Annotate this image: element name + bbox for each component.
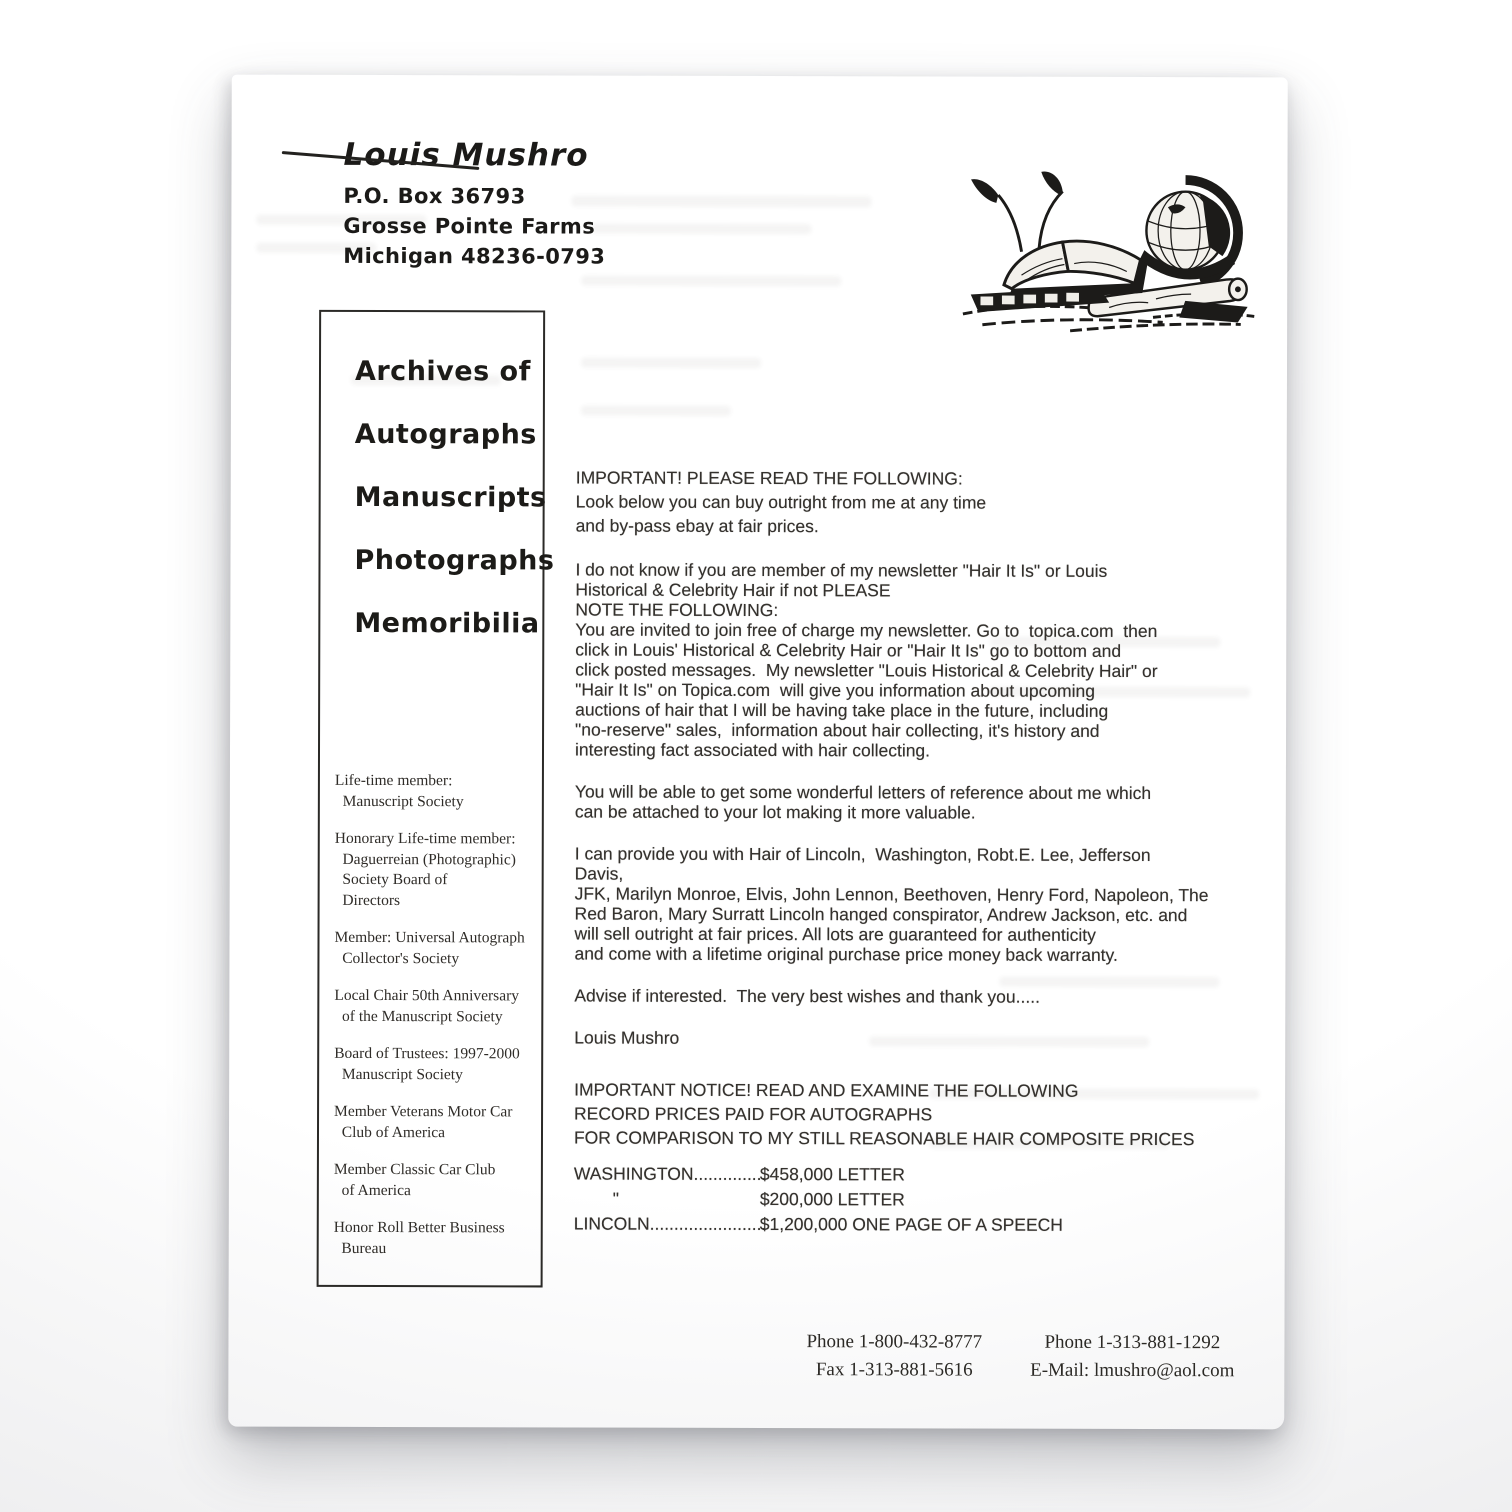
membership-item: Local Chair 50th Anniversary of the Manuscript Society [334,986,520,1025]
price-value: $1,200,000 ONE PAGE OF A SPEECH [759,1214,1063,1235]
price-row [574,1162,1214,1189]
letter-page [228,75,1288,1430]
letterhead-name: Louis Mushro [343,136,589,174]
category-item: Archives of [354,355,531,388]
body-paragraph: IMPORTANT! PLEASE READ THE FOLLOWING: Look below you can buy outright from me at any time and by-pass ebay at fair prices. [575,467,987,537]
sidebar-box [317,310,555,1288]
body-paragraph: I can provide you with Hair of Lincoln, Washington, Robt.E. Lee, Jefferson Davis, JFK, Marilyn Monroe, Elvis, John Lennon, Beethoven, Henry Ford, Napoleon, The Red Baron, Mary Surratt Lincoln hanged conspirator, Andrew Jackson, etc. and will sell outright at fair prices. All lots are guaranteed for authenticity and come with a lifetime original purchase price money back warranty. [574,843,1209,965]
membership-item: Life-time member: Manuscript Society [334,771,464,810]
category-item: Memoribilia [354,607,540,640]
contact-footer [806,1328,1234,1385]
globe-book-quill-illustration [953,169,1265,338]
body-paragraph: You will be able to get some wonderful letters of reference about me which can be attached to your lot making it more valuable. [574,781,1152,823]
archive-categories [354,340,555,656]
signature-name: Louis Mushro [574,1027,680,1048]
record-prices-table [574,1162,1214,1239]
price-name: WASHINGTON............... [573,1163,767,1185]
membership-item: Member: Universal Autograph Collector's Society [334,928,525,967]
body-paragraph: I do not know if you are member of my newsletter "Hair It Is" or Louis Historical & Celebrity Hair if not PLEASE NOTE THE FOLLOWING: You are invited to join free of charge my newsletter. Go to topica.com then click in Louis' Historical & Celebrity Hair or "Hair It Is" go to bottom and click posted messages. My newsletter "Louis Historical & Celebrity Hair" or "Hair It Is" on Topica.com will give you information about upcoming auctions of hair that I will be having take place in the future, including "no-reserve" sales, information about hair collecting, it's history and interesting fact associated with hair collecting. [574,559,1158,761]
price-name: LINCOLN........................ [573,1213,767,1235]
price-name: " [573,1188,619,1209]
price-row [574,1187,1214,1214]
contact-left: Phone 1-800-432-8777 Fax 1-313-881-5616 [806,1331,983,1381]
membership-item: Honorary Life-time member: Daguerreian (Photographic) Society Board of Directors [334,829,516,909]
membership-item: Member Veterans Motor Car Club of America [333,1102,513,1141]
price-value: $458,000 LETTER [759,1164,905,1185]
contact-right: Phone 1-313-881-1292 E-Mail: lmushro@aol.com [1030,1331,1235,1382]
price-row [574,1212,1214,1239]
price-value: $200,000 LETTER [759,1189,905,1210]
important-notice: IMPORTANT NOTICE! READ AND EXAMINE THE FOLLOWING RECORD PRICES PAID FOR AUTOGRAPHS FOR COMPARISON TO MY STILL REASONABLE HAIR COMPOSITE PRICES [573,1079,1195,1150]
membership-item: Member Classic Car Club of America [333,1160,496,1199]
letter-body [574,466,1216,1239]
letterhead [343,137,605,272]
membership-item: Board of Trustees: 1997-2000 Manuscript Society [334,1044,520,1083]
category-item: Manuscripts [354,481,547,514]
category-item: Photographs [354,544,555,577]
membership-item: Honor Roll Better Business Bureau [333,1218,505,1257]
category-item: Autographs [354,418,537,451]
membership-list [334,771,537,1260]
letterhead-address: P.O. Box 36793 Grosse Pointe Farms Michigan 48236-0793 [343,183,606,269]
body-paragraph: Advise if interested. The very best wishes and thank you..... [574,985,1041,1007]
